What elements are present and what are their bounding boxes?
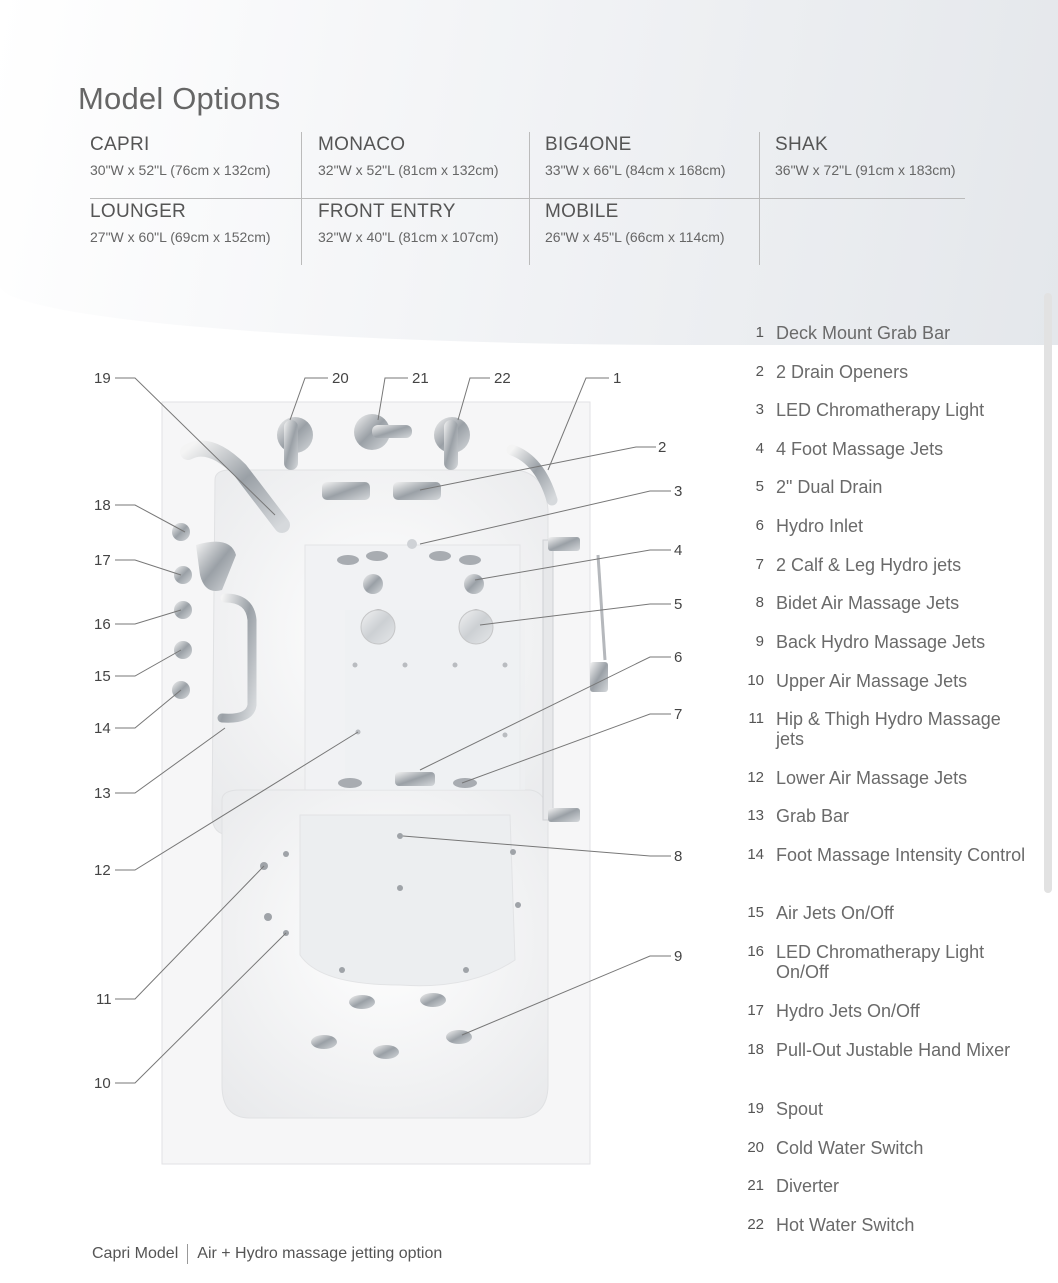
model-dimensions: 26"W x 45"L (66cm x 114cm) bbox=[545, 229, 725, 245]
model-name: CAPRI bbox=[90, 134, 150, 155]
callout-number: 6 bbox=[674, 649, 683, 666]
drain-opener bbox=[393, 482, 441, 500]
calf-jet bbox=[363, 574, 383, 594]
door-latch-rod bbox=[598, 555, 605, 660]
callout-number: 13 bbox=[94, 785, 111, 802]
model-name: FRONT ENTRY bbox=[318, 201, 456, 222]
callout-number: 4 bbox=[674, 542, 683, 559]
model-name: LOUNGER bbox=[90, 201, 187, 222]
door-hinge bbox=[548, 537, 580, 551]
caption-model: Capri Model bbox=[92, 1245, 179, 1263]
model-dimensions: 27"W x 60"L (69cm x 152cm) bbox=[90, 229, 271, 245]
figure-caption bbox=[92, 1244, 442, 1264]
callout-number: 22 bbox=[494, 370, 511, 387]
model-dimensions: 32"W x 52"L (81cm x 132cm) bbox=[318, 162, 499, 178]
model-dimensions: 36"W x 72"L (91cm x 183cm) bbox=[775, 162, 956, 178]
callout-number: 21 bbox=[412, 370, 429, 387]
door-frame bbox=[543, 540, 553, 820]
door-latch bbox=[590, 662, 608, 692]
callout-number: 15 bbox=[94, 668, 111, 685]
tub-footrest bbox=[300, 815, 515, 986]
callout-number: 9 bbox=[674, 948, 683, 965]
model-dimensions: 30"W x 52"L (76cm x 132cm) bbox=[90, 162, 271, 178]
drain-opener bbox=[322, 482, 370, 500]
callout-number: 12 bbox=[94, 862, 111, 879]
callout-number: 18 bbox=[94, 497, 111, 514]
model-name: SHAK bbox=[775, 134, 828, 155]
model-dimensions: 33"W x 66"L (84cm x 168cm) bbox=[545, 162, 726, 178]
callout-number: 10 bbox=[94, 1075, 111, 1092]
callout-number: 5 bbox=[674, 596, 683, 613]
calf-jet bbox=[464, 574, 484, 594]
callout-number: 8 bbox=[674, 848, 683, 865]
model-dimensions: 32"W x 40"L (81cm x 107cm) bbox=[318, 229, 499, 245]
caption-separator bbox=[187, 1244, 188, 1264]
callout-number: 1 bbox=[613, 370, 622, 387]
led-light bbox=[407, 539, 417, 549]
callout-number: 19 bbox=[94, 370, 111, 387]
door-hinge bbox=[548, 808, 580, 822]
page-title: Model Options bbox=[78, 80, 281, 116]
callout-number: 7 bbox=[674, 706, 683, 723]
model-name: BIG4ONE bbox=[545, 134, 632, 155]
callout-number: 17 bbox=[94, 552, 111, 569]
model-name: MOBILE bbox=[545, 201, 619, 222]
caption-option: Air + Hydro massage jetting option bbox=[197, 1245, 443, 1263]
callout-number: 11 bbox=[96, 991, 112, 1008]
callout-number: 20 bbox=[332, 370, 349, 387]
model-name: MONACO bbox=[318, 134, 406, 155]
callout-number: 16 bbox=[94, 616, 111, 633]
callout-number: 14 bbox=[94, 720, 111, 737]
callout-number: 2 bbox=[658, 439, 667, 456]
callout-number: 3 bbox=[674, 483, 683, 500]
